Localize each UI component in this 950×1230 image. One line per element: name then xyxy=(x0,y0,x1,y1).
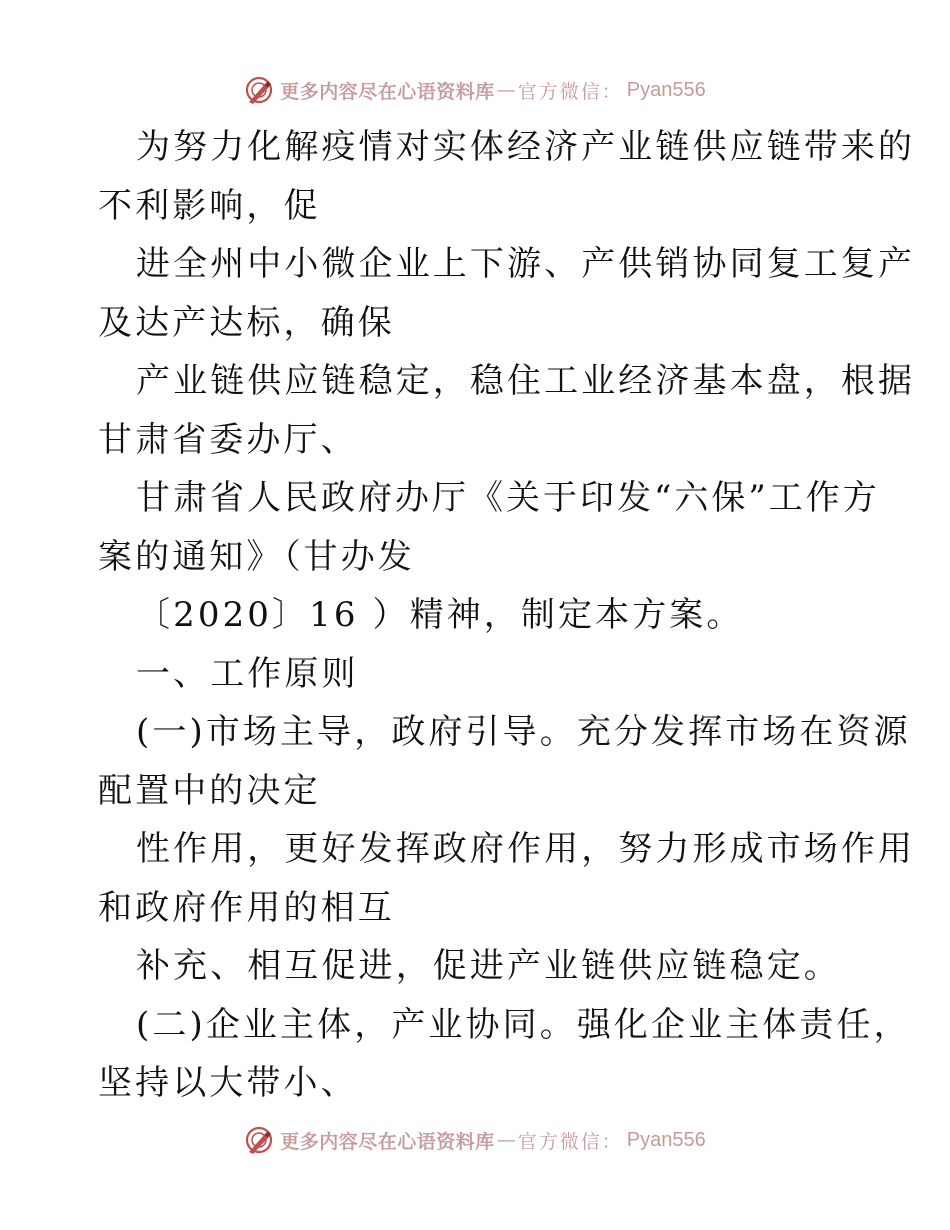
body-line: 补充、相互促进，促进产业链供应链稳定。 xyxy=(136,946,841,986)
header-watermark xyxy=(0,70,950,110)
body-line: (二)企业主体，产业协同。强化企业主体责任， xyxy=(136,1004,911,1045)
watermark-text: 更多内容尽在心语资料库 xyxy=(280,80,495,103)
watermark-text: 更多内容尽在心语资料库 xyxy=(280,1130,495,1153)
body-line: 〔2020〕16 ）精神，制定本方案。 xyxy=(136,595,744,635)
body-line: 产业链供应链稳定，稳住工业经济基本盘，根据 xyxy=(136,361,916,401)
watermark-separator: — xyxy=(496,79,516,101)
section-heading: 一、工作原则 xyxy=(136,653,359,694)
body-line: 性作用，更好发挥政府作用，努力形成市场作用 xyxy=(136,829,916,869)
body-line: 坚持以大带小、 xyxy=(98,1063,358,1103)
footer-watermark xyxy=(0,1120,950,1160)
body-line: 甘肃省人民政府办厅《关于印发“六保”工作方 xyxy=(136,478,880,518)
watermark-wechat-id: Pyan556 xyxy=(626,1128,706,1151)
body-line: 和政府作用的相互 xyxy=(98,887,395,928)
body-line: 为努力化解疫情对实体经济产业链供应链带来的 xyxy=(136,127,916,167)
body-line: 不利影响，促 xyxy=(98,185,321,226)
watermark-separator: — xyxy=(496,1129,516,1151)
body-line: 配置中的决定 xyxy=(98,770,321,811)
watermark-wechat-id: Pyan556 xyxy=(626,78,706,101)
pen-logo-icon xyxy=(244,1125,274,1155)
watermark-wechat-label: 官方微信： xyxy=(517,1130,623,1153)
watermark-wechat-label: 官方微信： xyxy=(517,80,623,103)
body-line: 及达产达标，确保 xyxy=(98,302,395,343)
body-line: (一)市场主导，政府引导。充分发挥市场在资源 xyxy=(136,712,911,752)
body-line: 进全州中小微企业上下游、产供销协同复工复产 xyxy=(136,244,916,284)
body-line: 案的通知》（甘办发 xyxy=(98,536,415,577)
body-line: 甘肃省委办厅、 xyxy=(98,419,358,460)
pen-logo-icon xyxy=(244,75,274,105)
document-body xyxy=(98,118,916,1113)
